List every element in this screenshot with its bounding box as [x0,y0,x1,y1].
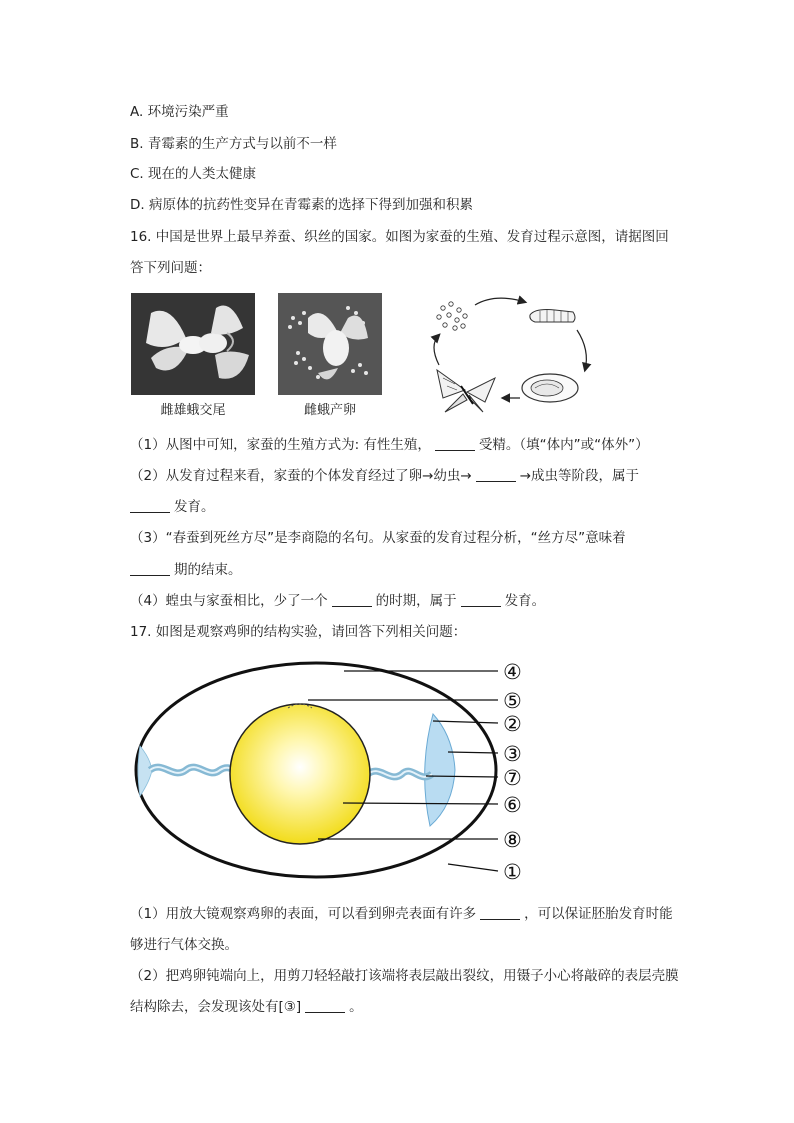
label-6: ⑥ [503,793,522,817]
q16-part4-text-c: 发育。 [504,593,546,609]
q16-stem-line1: 16. 中国是世界上最早养蚕、织丝的国家。如图为家蚕的生殖、发育过程示意图，请据图回 [130,229,669,245]
answer-blank[interactable] [332,592,372,607]
caption-laying: 雌蛾产卵 [303,403,356,418]
cocoon-icon [522,374,578,402]
answer-blank[interactable] [435,436,475,451]
label-2: ② [503,712,522,736]
q16-part2 [130,466,639,486]
option-c: C. 现在的人类太健康 [130,166,257,182]
q16-stem-line2: 答下列问题： [130,260,211,276]
q17-part2-text-c: 。 [349,999,363,1015]
q16-part3-cont [130,560,242,580]
label-4: ④ [503,660,522,684]
q16-part2-text-a: （2）从发育过程来看，家蚕的个体发育经过了卵→幼虫→ [130,468,472,484]
q16-part4-text-a: （4）蝗虫与家蚕相比，少了一个 [130,593,328,609]
q16-part4-text-b: 的时期，属于 [375,593,457,609]
caption-mating: 雌雄蛾交尾 [160,403,226,418]
q17-stem: 17. 如图是观察鸡卵的结构实验，请回答下列相关问题： [130,624,467,640]
moths-mating-photo [131,293,255,395]
silkworm-life-cycle-diagram [425,290,605,420]
adult-moth-icon [437,370,495,412]
q16-part3-text-b: 期的结束。 [174,562,242,578]
answer-blank[interactable] [480,905,520,920]
q16-part3: （3）“春蚕到死丝方尽”是李商隐的名句。从家蚕的发育过程分析，“丝方尽”意味着 [130,530,626,546]
option-a: A. 环境污染严重 [130,104,229,120]
structure-labels [503,660,522,884]
label-7: ⑦ [503,766,522,790]
answer-blank[interactable] [130,498,170,513]
q17-part1-text-a: （1）用放大镜观察鸡卵的表面，可以看到卵壳表面有许多 [130,906,477,922]
answer-blank[interactable] [476,467,516,482]
egg-yolk [230,704,370,844]
larva-icon [530,310,575,322]
q17-part2-cont [130,997,363,1017]
moths-mating-illustration [131,293,255,395]
option-b: B. 青霉素的生产方式与以前不一样 [130,136,337,152]
q16-part4 [130,591,545,611]
moth-laying-eggs-photo [278,293,382,395]
q16-part2-text-b: →成虫等阶段，属于 [519,468,640,484]
answer-blank[interactable] [461,592,501,607]
q17-part1-text-b: ，可以保证胚胎发育时能 [524,906,673,922]
chicken-egg-structure-diagram [128,656,538,888]
q16-part2-text-c: 发育。 [174,499,215,515]
q17-part2-text-b: 结构除去，会发现该处有[③] [130,999,302,1015]
q16-part1 [130,435,649,455]
label-3: ③ [503,742,522,766]
option-d: D. 病原体的抗药性变异在青霉素的选择下得到加强和积累 [130,197,473,213]
answer-blank[interactable] [305,998,345,1013]
label-5: ⑤ [503,689,522,713]
q16-part1-text-a: （1）从图中可知，家蚕的生殖方式为: 有性生殖， [130,437,431,453]
q17-part1-cont: 够进行气体交换。 [130,937,238,953]
q16-part1-text-b: 受精。（填“体内”或“体外”） [478,437,649,453]
q16-part2-cont [130,497,215,517]
moth-laying-eggs-illustration [278,293,382,395]
q17-part2: （2）把鸡卵钝端向上，用剪刀轻轻敲打该端将表层敲出裂纹，用镊子小心将敲碎的表层壳膜 [130,968,679,984]
answer-blank[interactable] [130,561,170,576]
label-1: ① [503,860,522,884]
q17-part1 [130,904,673,924]
label-8: ⑧ [503,828,522,852]
eggs-icon [437,302,467,330]
